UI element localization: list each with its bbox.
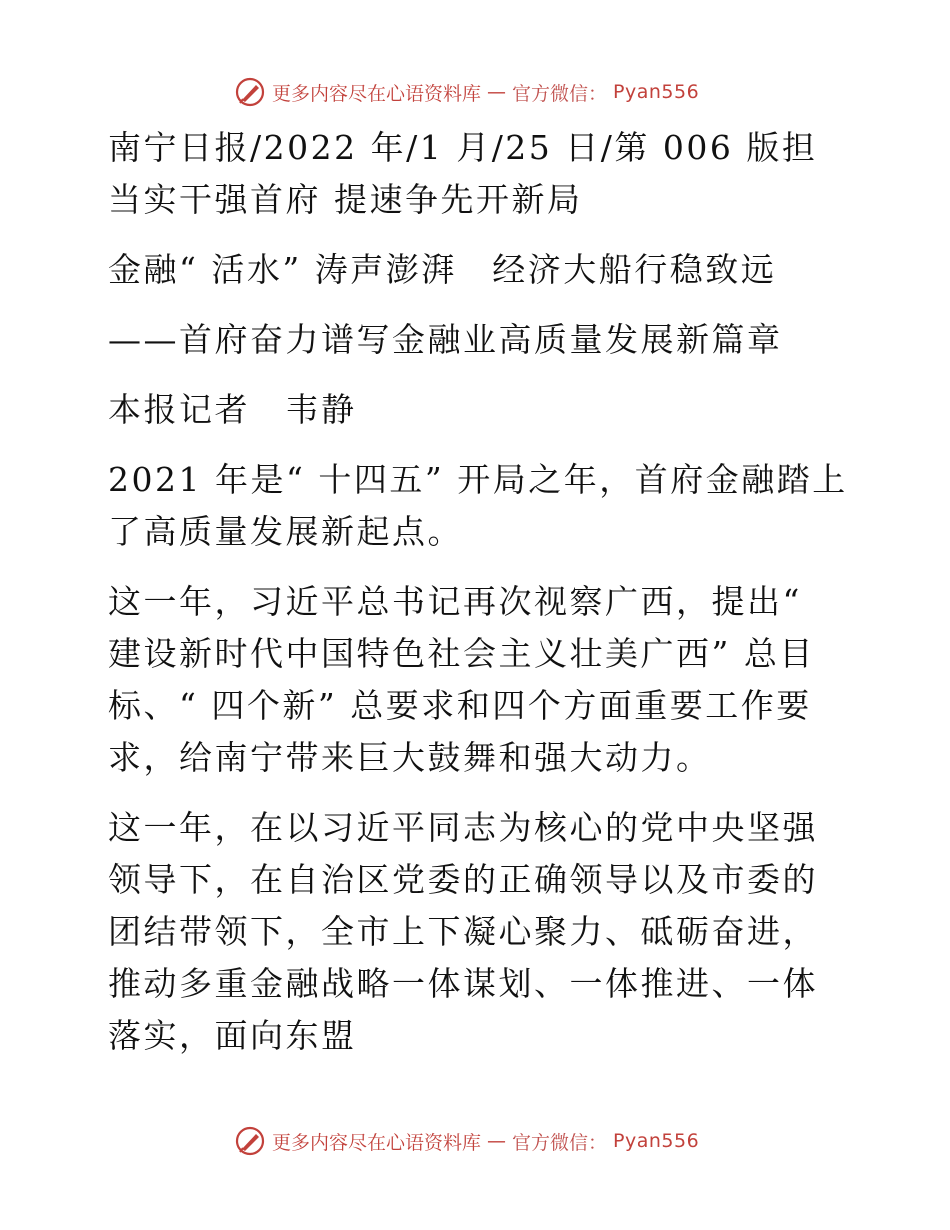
article-paragraph: 这一年，习近平总书记再次视察广西，提出“ 建设新时代中国特色社会主义壮美广西” 总目标、“ 四个新” 总要求和四个方面重要工作要求，给南宁带来巨大鼓舞和强大动力。 — [108, 582, 815, 777]
watermark-footer — [234, 1121, 699, 1161]
article-paragraph: 这一年，在以习近平同志为核心的党中央坚强领导下，在自治区党委的正确领导以及市委的团结带领下，全市上下凝心聚力、砥砺奋进，推动多重金融战略一体谋划、一体推进、一体落实，面向东盟 — [108, 808, 818, 1055]
article-headline: 金融“ 活水” 涛声澎湃 经济大船行稳致远 — [108, 250, 777, 289]
watermark-separator: — — [487, 81, 507, 103]
article-subheadline: ——首府奋力谱写金融业高质量发展新篇章 — [108, 320, 783, 359]
article-source-line: 南宁日报/2022 年/1 月/25 日/第 006 版担当实干强首府 提速争先开新局 — [108, 128, 818, 219]
article-paragraph: 2021 年是“ 十四五” 开局之年，首府金融踏上了高质量发展新起点。 — [108, 460, 848, 551]
article-body — [98, 122, 850, 1062]
watermark-wechat-label: 官方微信： — [512, 1131, 608, 1154]
watermark-separator: — — [487, 1130, 507, 1152]
quill-logo-icon — [234, 1125, 266, 1157]
quill-logo-icon — [234, 76, 266, 108]
watermark-site-name: 更多内容尽在心语资料库 — [272, 1131, 482, 1154]
watermark-wechat-id: Pyan556 — [613, 1130, 700, 1152]
watermark-site-name: 更多内容尽在心语资料库 — [272, 82, 482, 105]
watermark-wechat-label: 官方微信： — [512, 82, 608, 105]
article-byline: 本报记者 韦静 — [108, 390, 357, 429]
watermark-header — [234, 72, 699, 112]
watermark-wechat-id: Pyan556 — [613, 81, 700, 103]
